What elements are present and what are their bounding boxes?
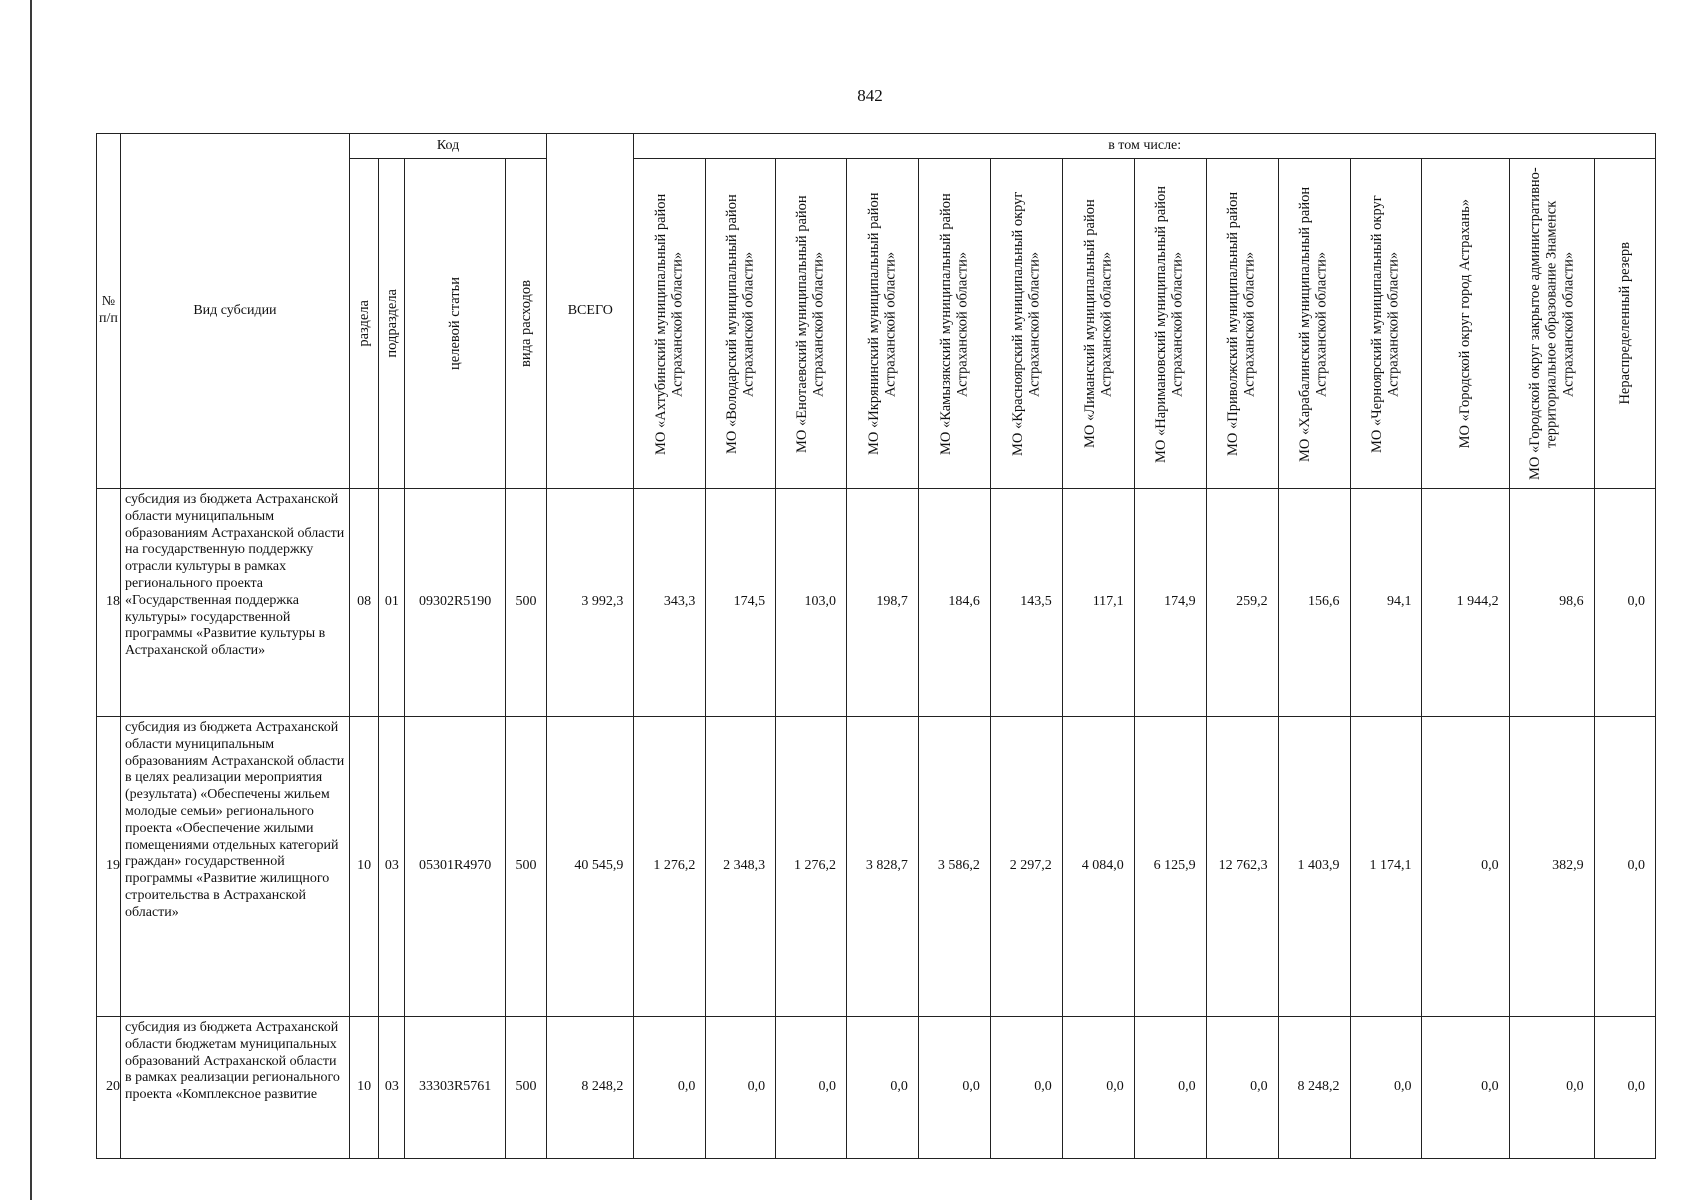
total-cell: 8 248,2 [547, 1017, 634, 1159]
col-mo-header: МО «Черноярский муниципальный округ Астраханской области» [1350, 159, 1422, 489]
table-row [97, 1017, 1656, 1159]
value-cell: 12 762,3 [1206, 717, 1278, 1017]
value-cell: 0,0 [1594, 717, 1655, 1017]
value-cell: 0,0 [846, 1017, 918, 1159]
row-description: субсидия из бюджета Астраханской области муниципальным образованиям Астраханской области в целях реализации мероприятия (результата) «Обеспечены жильем молодые семьи» регионального проекта «Обеспечение жилыми помещениями отдельных категорий граждан» государственной программы «Развитие жилищного строительства в Астраханской области» [120, 717, 349, 1017]
value-cell: 8 248,2 [1278, 1017, 1350, 1159]
vr-cell: 500 [505, 1017, 546, 1159]
row-number: 19 [97, 717, 121, 1017]
value-cell: 0,0 [1350, 1017, 1422, 1159]
value-cell: 98,6 [1509, 489, 1594, 717]
value-cell: 1 174,1 [1350, 717, 1422, 1017]
col-vida-rashodov-header: вида расходов [505, 159, 546, 489]
row-number: 20 [97, 1017, 121, 1159]
value-cell: 3 828,7 [846, 717, 918, 1017]
value-cell: 174,5 [706, 489, 776, 717]
value-cell: 198,7 [846, 489, 918, 717]
kod-header: Код [349, 134, 546, 159]
value-cell: 1 403,9 [1278, 717, 1350, 1017]
col-vid-header: Вид субсидии [120, 134, 349, 489]
value-cell: 1 276,2 [776, 717, 847, 1017]
vr-cell: 500 [505, 489, 546, 717]
vr-cell: 500 [505, 717, 546, 1017]
value-cell: 6 125,9 [1134, 717, 1206, 1017]
col-celevoy-header: целевой статьи [405, 159, 505, 489]
value-cell: 0,0 [918, 1017, 990, 1159]
col-podrazdela-header: подраздела [379, 159, 405, 489]
razdel-cell: 10 [349, 1017, 378, 1159]
value-cell: 382,9 [1509, 717, 1594, 1017]
col-mo-header: МО «Приволжский муниципальный район Астраханской области» [1206, 159, 1278, 489]
col-mo-header: МО «Ахтубинский муниципальный район Астраханской области» [634, 159, 706, 489]
col-mo-header: МО «Харабалинский муниципальный район Астраханской области» [1278, 159, 1350, 489]
col-vsego-header: ВСЕГО [547, 134, 634, 489]
razdel-cell: 08 [349, 489, 378, 717]
value-cell: 1 276,2 [634, 717, 706, 1017]
row-description: субсидия из бюджета Астраханской области бюджетам муниципальных образований Астраханской области в рамках реализации регионального проекта «Комплексное развитие [120, 1017, 349, 1159]
cs-cell: 33303R5761 [405, 1017, 505, 1159]
col-razdela-header: раздела [349, 159, 378, 489]
col-mo-header: МО «Городской округ закрытое административно-территориальное образование Знаменск Астраханской области» [1509, 159, 1594, 489]
value-cell: 343,3 [634, 489, 706, 717]
header-row-1 [97, 134, 1656, 159]
col-mo-header: МО «Енотаевский муниципальный район Астраханской области» [776, 159, 847, 489]
value-cell: 0,0 [706, 1017, 776, 1159]
cs-cell: 09302R5190 [405, 489, 505, 717]
table-row [97, 489, 1656, 717]
col-mo-header: МО «Володарский муниципальный район Астраханской области» [706, 159, 776, 489]
value-cell: 3 586,2 [918, 717, 990, 1017]
row-number: 18 [97, 489, 121, 717]
value-cell: 0,0 [1594, 1017, 1655, 1159]
podrazdel-cell: 01 [379, 489, 405, 717]
value-cell: 156,6 [1278, 489, 1350, 717]
value-cell: 0,0 [1206, 1017, 1278, 1159]
row-description: субсидия из бюджета Астраханской области муниципальным образованиям Астраханской области на государственную поддержку отрасли культуры в рамках регионального проекта «Государственная поддержка культуры» государственной программы «Развитие культуры в Астраханской области» [120, 489, 349, 717]
value-cell: 2 297,2 [990, 717, 1062, 1017]
value-cell: 143,5 [990, 489, 1062, 717]
podrazdel-cell: 03 [379, 1017, 405, 1159]
page-number: 842 [857, 86, 883, 105]
value-cell: 174,9 [1134, 489, 1206, 717]
col-mo-header: МО «Красноярский муниципальный округ Астраханской области» [990, 159, 1062, 489]
value-cell: 0,0 [1422, 1017, 1509, 1159]
value-cell: 117,1 [1062, 489, 1134, 717]
col-mo-header: МО «Икрянинский муниципальный район Астраханской области» [846, 159, 918, 489]
value-cell: 259,2 [1206, 489, 1278, 717]
value-cell: 103,0 [776, 489, 847, 717]
subsidy-table [96, 133, 1656, 1159]
v-tom-chisle-header: в том числе: [634, 134, 1656, 159]
razdel-cell: 10 [349, 717, 378, 1017]
value-cell: 94,1 [1350, 489, 1422, 717]
value-cell: 4 084,0 [1062, 717, 1134, 1017]
total-cell: 40 545,9 [547, 717, 634, 1017]
col-num-header: № п/п [97, 134, 121, 489]
value-cell: 2 348,3 [706, 717, 776, 1017]
total-cell: 3 992,3 [547, 489, 634, 717]
value-cell: 0,0 [1134, 1017, 1206, 1159]
value-cell: 0,0 [634, 1017, 706, 1159]
value-cell: 0,0 [1509, 1017, 1594, 1159]
cs-cell: 05301R4970 [405, 717, 505, 1017]
binding-line [30, 0, 32, 1200]
table-row [97, 717, 1656, 1017]
col-mo-header: МО «Камызякский муниципальный район Астраханской области» [918, 159, 990, 489]
col-mo-header: МО «Лиманский муниципальный район Астраханской области» [1062, 159, 1134, 489]
value-cell: 0,0 [1062, 1017, 1134, 1159]
value-cell: 184,6 [918, 489, 990, 717]
value-cell: 0,0 [1422, 717, 1509, 1017]
value-cell: 0,0 [1594, 489, 1655, 717]
value-cell: 0,0 [990, 1017, 1062, 1159]
podrazdel-cell: 03 [379, 717, 405, 1017]
value-cell: 0,0 [776, 1017, 847, 1159]
col-reserve-header: Нераспределенный резерв [1594, 159, 1655, 489]
col-mo-header: МО «Наримановский муниципальный район Астраханской области» [1134, 159, 1206, 489]
value-cell: 1 944,2 [1422, 489, 1509, 717]
col-mo-header: МО «Городской округ город Астрахань» [1422, 159, 1509, 489]
